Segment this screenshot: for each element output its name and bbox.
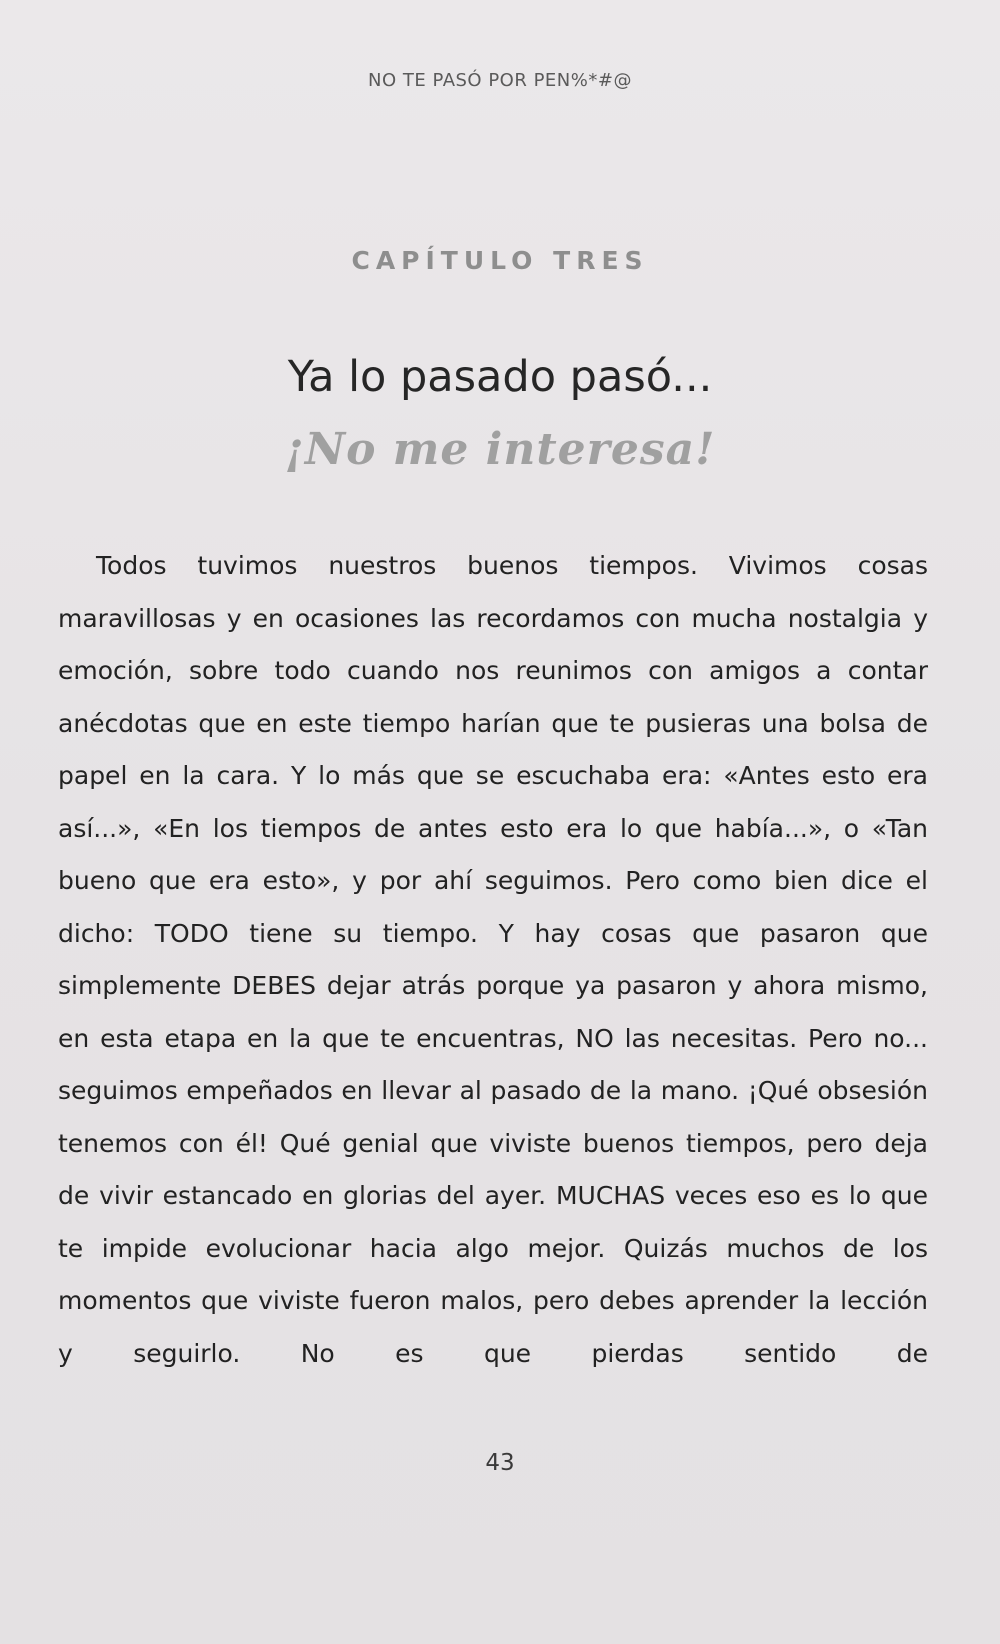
- chapter-title: Ya lo pasado pasó...: [287, 352, 713, 402]
- chapter-label: CAPÍTULO TRES: [351, 246, 649, 275]
- page-number: 43: [485, 1450, 515, 1476]
- running-head: NO TE PASÓ POR PEN%*#@: [368, 70, 632, 91]
- body-paragraph: Todos tuvimos nuestros buenos tiempos. Vivimos cosas maravillosas y en ocasiones las recordamos con mucha nostalgia y emoción, sobre todo cuando nos reunimos con amigos a contar anécdotas que en este tiempo harían que te pusieras una bolsa de papel en la cara. Y lo más que se escuchaba era: «Antes esto era así...», «En los tiempos de antes esto era lo que había...», o «Tan bueno que era esto», y por ahí seguimos. Pero como bien dice el dicho: TODO tiene su tiempo. Y hay cosas que pasaron que simplemente DEBES dejar atrás porque ya pasaron y ahora mismo, en esta etapa en la que te encuentras, NO las necesitas. Pero no... seguimos empeñados en llevar al pasado de la mano. ¡Qué obsesión tenemos con él! Qué genial que viviste buenos tiempos, pero deja de vivir estancado en glorias del ayer. MUCHAS veces eso es lo que te impide evolucionar hacia algo mejor. Quizás muchos de los momentos que viviste fueron malos, pero debes aprender la lección y seguirlo. No es que pierdas sentido de: [58, 551, 928, 1368]
- chapter-subtitle: ¡No me interesa!: [284, 424, 716, 475]
